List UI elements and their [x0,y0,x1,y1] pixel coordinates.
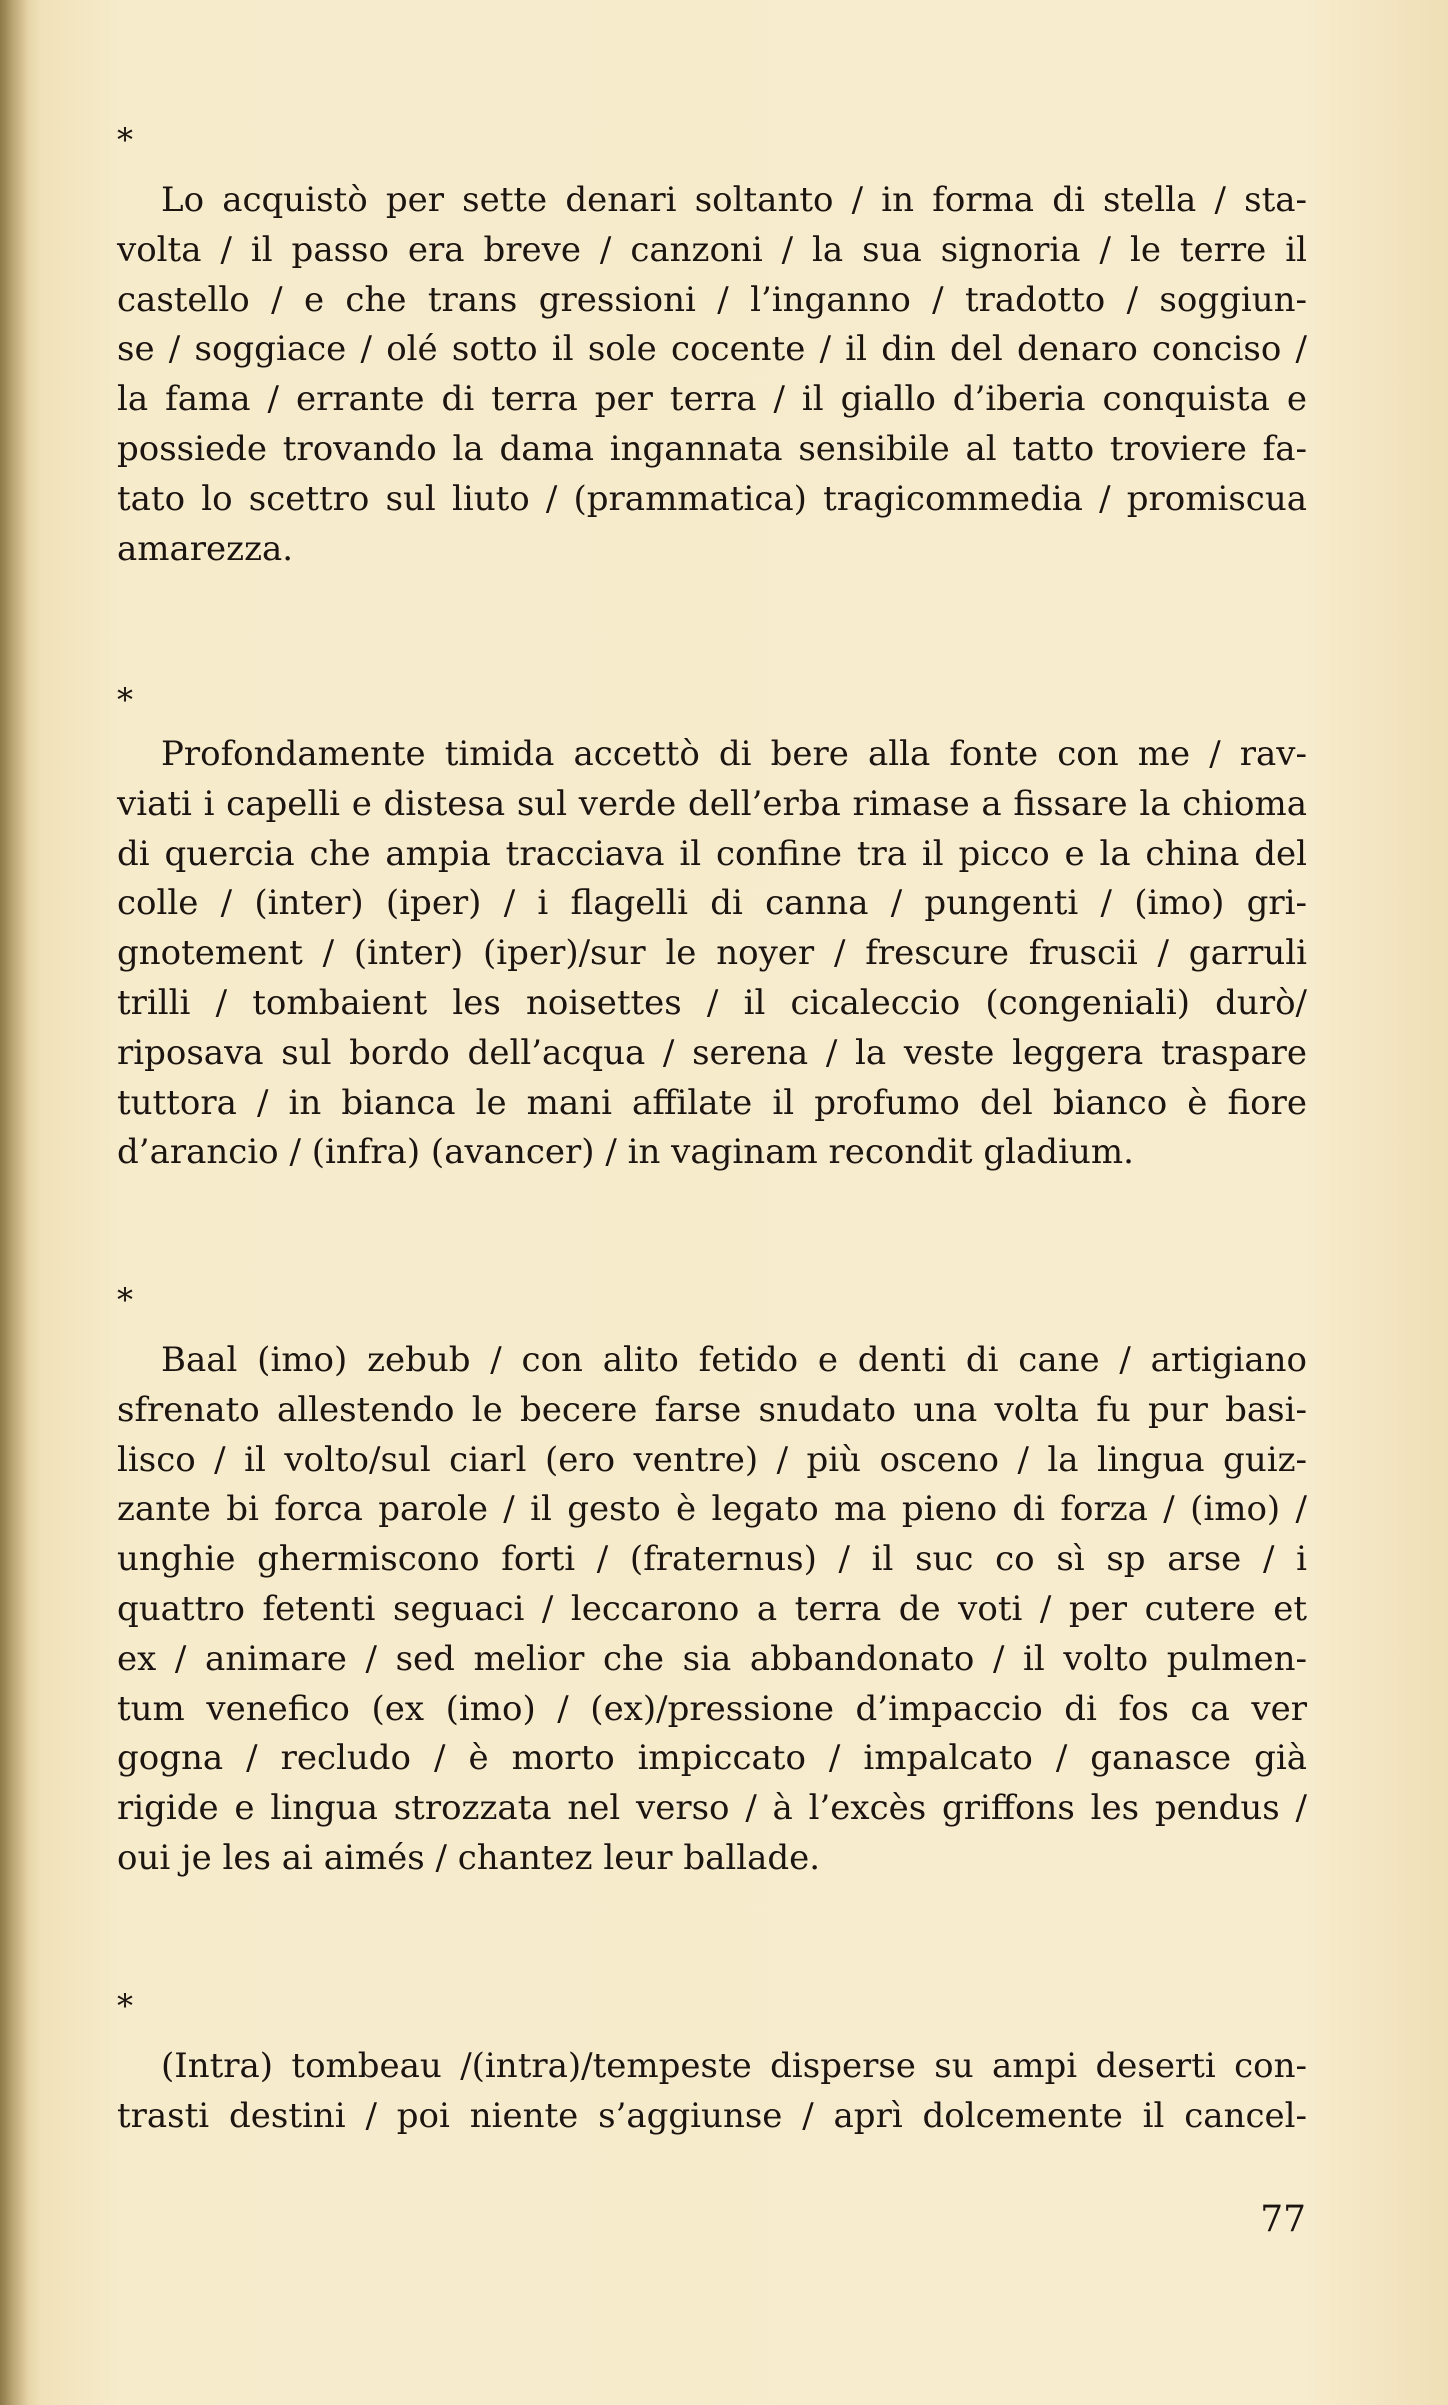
text-line: tato lo scettro sul liuto / (prammatica) tragicommedia / promiscua [117,478,1307,519]
text-line: di quercia che ampia tracciava il confine tra il picco e la china del [117,833,1307,874]
text-line: castello / e che trans gressioni / l’inganno / tradotto / soggiun- [117,279,1307,320]
text-line: la fama / errante di terra per terra / il giallo d’iberia conquista e [117,379,1307,420]
text-line: oui je les ai aimés / chantez leur ballade. [117,1837,821,1878]
section-paragraph [117,730,1307,1178]
text-line: rigide e lingua strozzata nel verso / à l’excès griffons les pendus / [117,1788,1307,1829]
section-asterisk: * [117,1987,133,2025]
text-line: volta / il passo era breve / canzoni / la sua signoria / le terre il [117,229,1307,270]
section-asterisk: * [117,1281,133,1319]
text-line: Profondamente timida accettò di bere alla fonte con me / rav- [161,734,1307,774]
section-paragraph [117,1336,1307,1884]
text-line: Lo acquistò per sette denari soltanto / in forma di stella / sta- [161,180,1307,220]
text-line: gnotement / (inter) (iper)/sur le noyer / frescure fruscii / garruli [117,933,1307,974]
text-line: lisco / il volto/sul ciarl (ero ventre) / più osceno / la lingua guiz- [117,1439,1307,1480]
text-line: Baal (imo) zebub / con alito fetido e denti di cane / artigiano [161,1340,1307,1380]
text-line: trilli / tombaient les noisettes / il cicaleccio (congeniali) durò/ [117,982,1307,1023]
text-line: tum venefico (ex (imo) / (ex)/pressione d’impaccio di fos ca ver [117,1688,1307,1729]
text-line: unghie ghermiscono forti / (fraternus) / il suc co sì sp arse / i [117,1539,1307,1580]
text-line: (Intra) tombeau /(intra)/tempeste disperse su ampi deserti con- [161,2046,1307,2086]
text-line: d’arancio / (infra) (avancer) / in vaginam recondit gladium. [117,1132,1134,1173]
text-line: sfrenato allestendo le becere farse snudato una volta fu pur basi- [117,1389,1307,1430]
text-line: amarezza. [117,528,294,569]
text-line: tuttora / in bianca le mani affilate il profumo del bianco è fiore [117,1082,1307,1123]
page-number: 77 [1260,2199,1306,2240]
text-line: trasti destini / poi niente s’aggiunse / aprì dolcemente il cancel- [117,2095,1307,2136]
text-line: possiede trovando la dama ingannata sensibile al tatto troviere fa- [117,428,1307,469]
text-line: riposava sul bordo dell’acqua / serena / la veste leggera traspare [117,1032,1307,1073]
text-line: colle / (inter) (iper) / i flagelli di canna / pungenti / (imo) gri- [117,883,1307,924]
binding-shadow [0,0,28,2405]
text-line: ex / animare / sed melior che sia abbandonato / il volto pulmen- [117,1638,1307,1679]
section-paragraph [117,2042,1307,2142]
text-line: viati i capelli e distesa sul verde dell’erba rimase a fissare la chioma [117,783,1307,824]
section-paragraph [117,176,1307,574]
text-line: se / soggiace / olé sotto il sole cocente / il din del denaro conciso / [117,329,1307,370]
text-line: quattro fetenti seguaci / leccarono a terra de voti / per cutere et [117,1588,1307,1629]
text-line: zante bi forca parole / il gesto è legato ma pieno di forza / (imo) / [117,1489,1307,1530]
section-asterisk: * [117,681,133,719]
section-asterisk: * [117,121,133,159]
text-line: gogna / recludo / è morto impiccato / impalcato / ganasce già [117,1738,1307,1779]
